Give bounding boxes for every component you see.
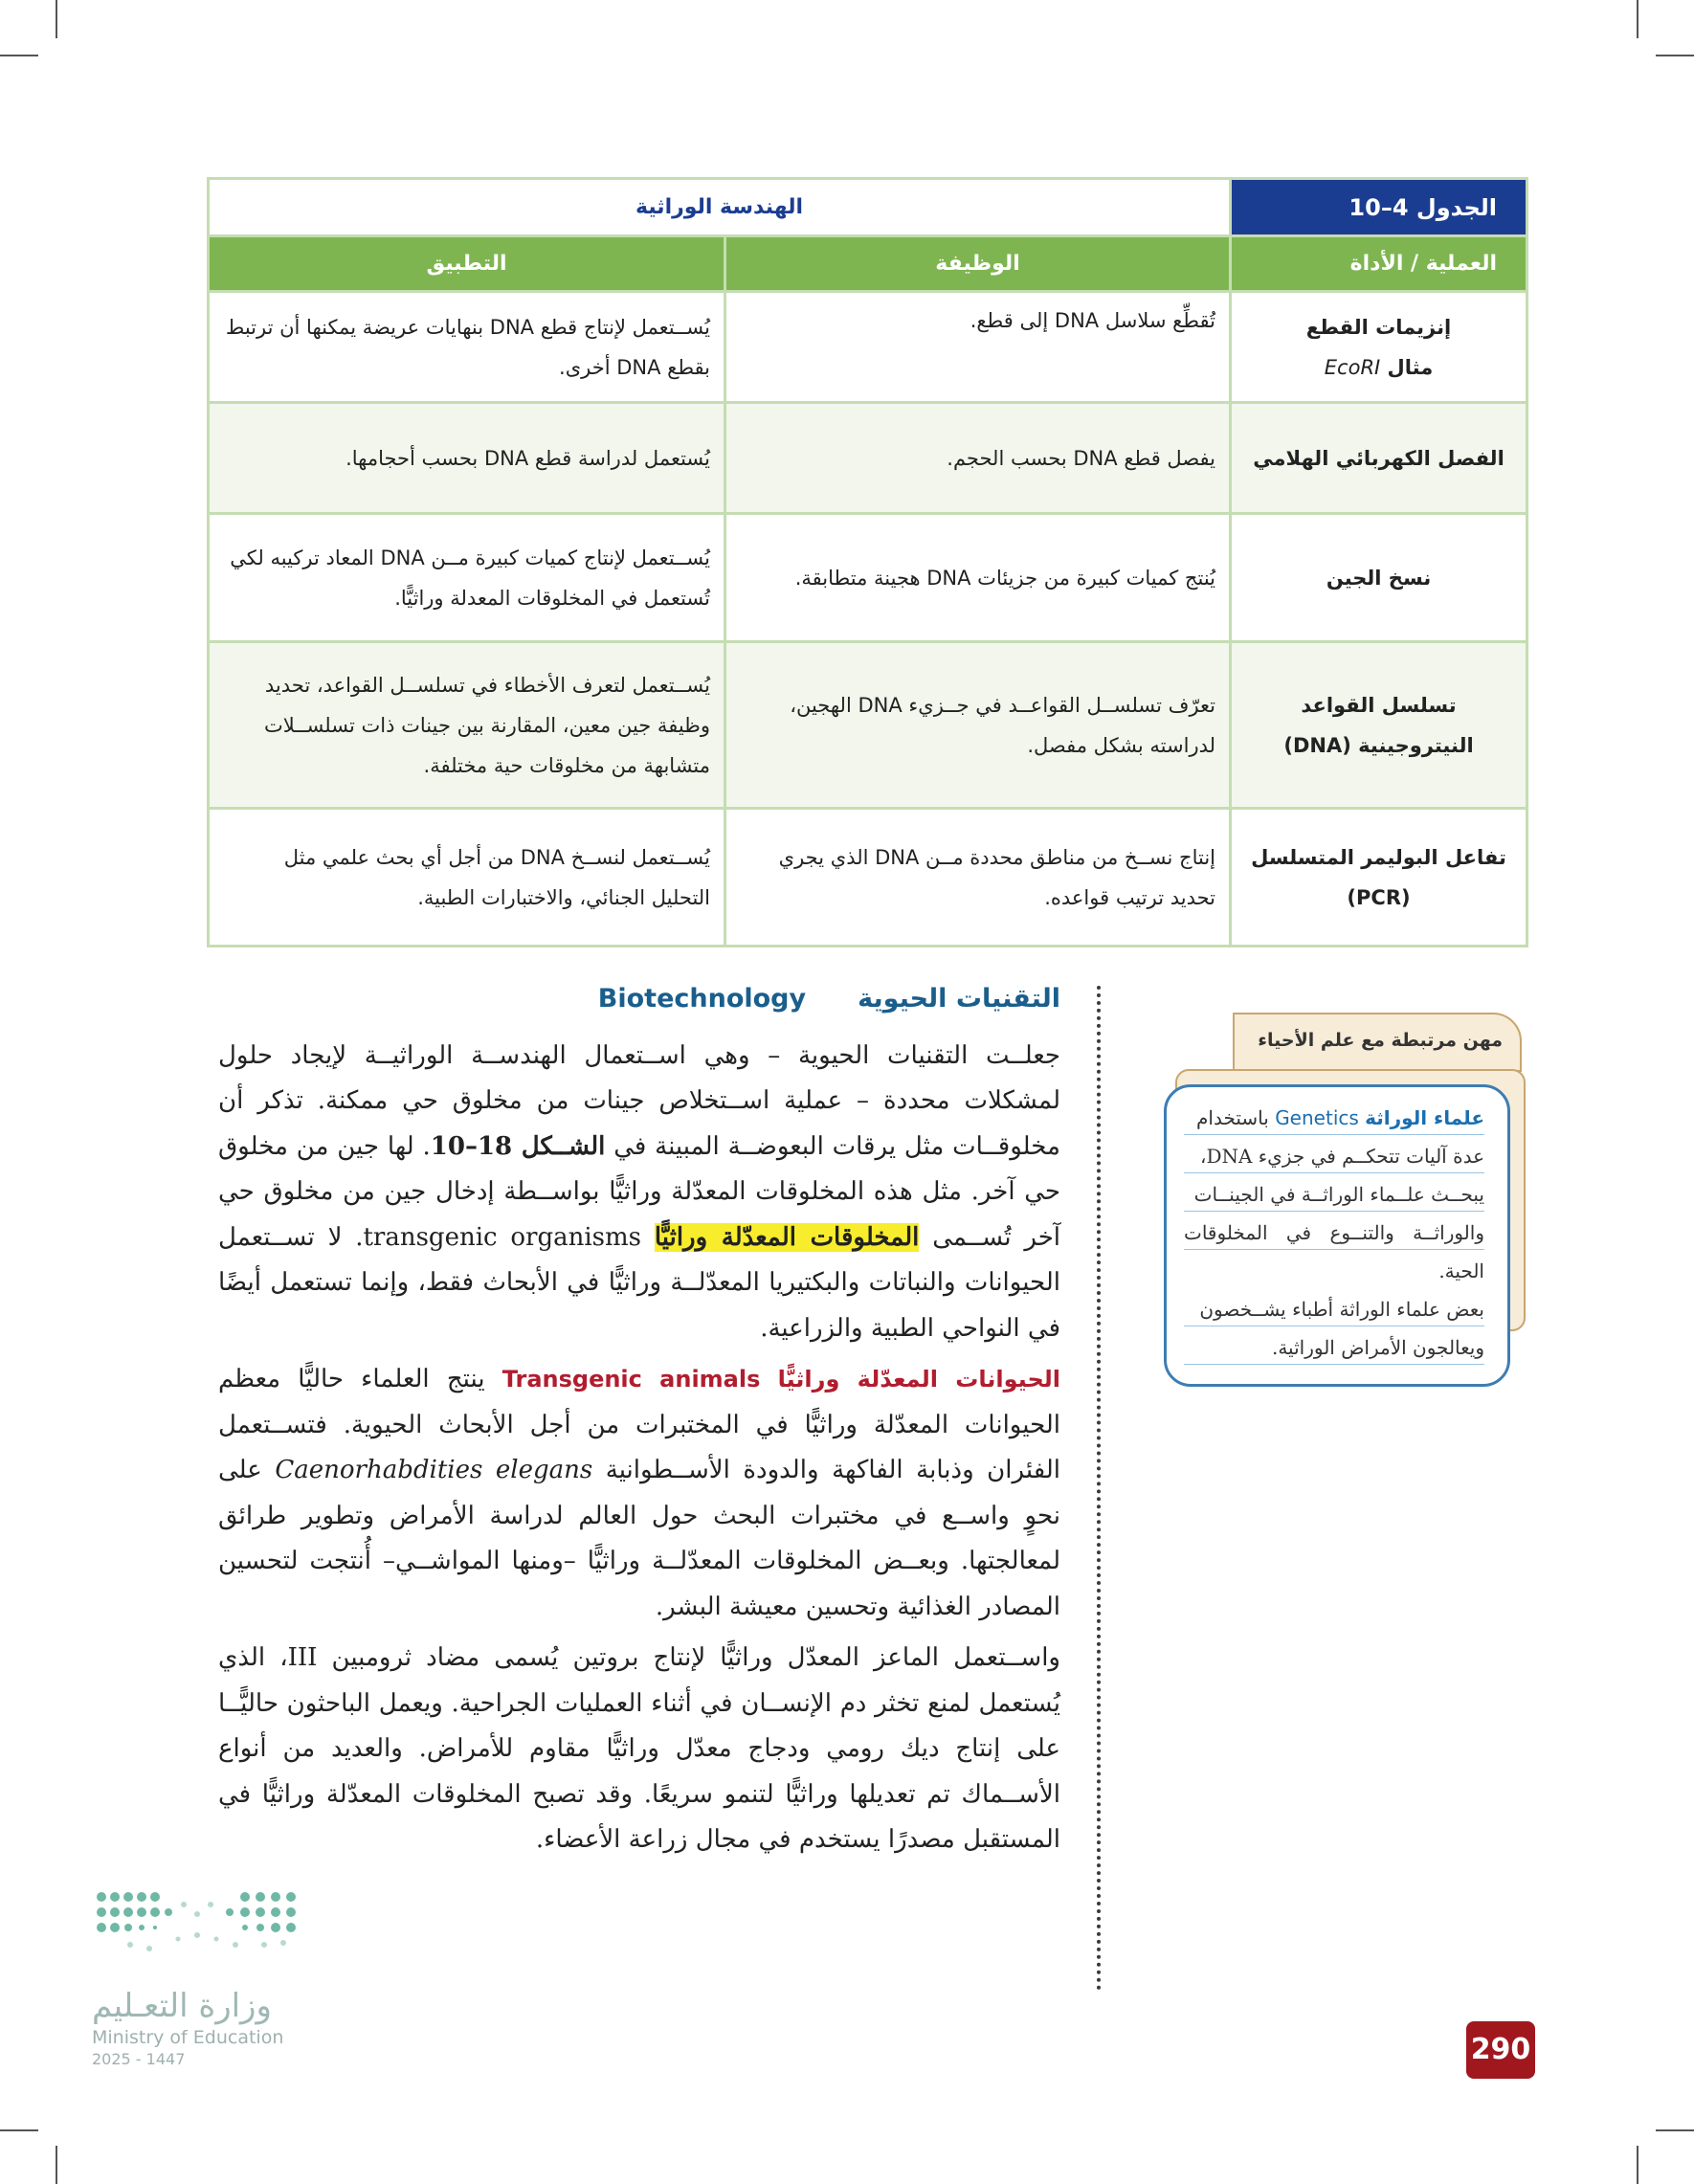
crop-mark — [1656, 2129, 1694, 2131]
table-title: الهندسة الوراثية — [209, 179, 1231, 236]
figure-reference: الشــكل 18–10 — [430, 1131, 606, 1161]
function-cell: تعرّف تسلســل القواعــد في جــزيء DNA الهجين، لدراسته بشكل مفصل. — [725, 642, 1231, 809]
careers-line: يبحــث علــماء الوراثــة في الجينــات — [1184, 1175, 1484, 1214]
page-number: 290 — [1466, 2021, 1535, 2079]
application-cell: يُســتعمل لإنتاج قطع DNA بنهايات عريضة يمكنها أن ترتبط بقطع DNA أخرى. — [209, 292, 725, 403]
column-header-function: الوظيفة — [725, 236, 1231, 292]
crop-mark — [1656, 55, 1694, 56]
function-cell: إنتاج نســخ من مناطق محددة مــن DNA الذي يجري تحديد ترتيب قواعده. — [725, 809, 1231, 947]
paragraph-biotechnology: جعلــت التقنيات الحيوية – وهي اســتعمال الهندســة الوراثيــة لإيجاد حلول لمشكلات محددة – عملية اســتخلاص جينات من مخلوق حي ممكنة. تذكر أن مخلوقــات مثل يرقات البعوضــة المبينة في الشــكل 18–10. لها جين من مخلوق حي آخر. مثل هذه المخلوقات المعدّلة وراثيًّا بواســطة إدخال جين من مخلوق حي آخر تُســمى المخلوقات المعدّلة وراثيًّا transgenic organisms. لا تســتعمل الحيوانات والنباتات والبكتيريا المعدّلــة وراثيًّا في الأبحاث فقط، وإنما تستعمل أيضًا في النواحي الطبية والزراعية. — [218, 1040, 1061, 1343]
table-row — [209, 642, 1527, 809]
function-cell: يُنتج كميات كبيرة من جزيئات DNA هجينة متطابقة. — [725, 514, 1231, 642]
ministry-logo — [92, 1885, 322, 2068]
careers-line: والوراثــة والتنــوع في المخلوقات الحية. — [1184, 1214, 1484, 1290]
crop-mark — [1637, 0, 1638, 38]
ministry-name-ar: وزارة التعـليم — [92, 1987, 272, 2025]
section-title-ar: التقنيات الحيوية — [858, 984, 1060, 1014]
crop-mark — [56, 2146, 57, 2184]
paragraph-goat: واســتعمل الماعز المعدّل وراثيًّا لإنتاج بروتين يُسمى مضاد ثرومبين III، الذي يُستعمل لمنع تخثر دم الإنســان في أثناء العمليات الجراحية. ويعمل الباحثون حاليًّــا على إنتاج ديك رومي ودجاج معدّل وراثيًّا مقاوم للأمراض. والعديد من أنواع الأســماك تم تعديلها وراثيًّا لتنمو سريعًا. وقد تصبح المخلوقات المعدّلة وراثيًّا في المستقبل مصدرًا يستخدم في مجال زراعة الأعضاء. — [218, 1643, 1060, 1854]
crop-mark — [0, 55, 38, 56]
table-row — [209, 514, 1527, 642]
table-row — [209, 292, 1527, 403]
process-cell — [1231, 292, 1527, 403]
ministry-name-en: Ministry of Education — [92, 2027, 284, 2048]
process-name: إنزيمات القطع — [1305, 315, 1452, 339]
section-title — [218, 976, 1060, 1022]
highlighted-term: المخلوقات المعدّلة وراثيًّا — [654, 1222, 920, 1252]
table-row — [209, 809, 1527, 947]
process-cell: نسخ الجين — [1231, 514, 1527, 642]
subheading-en: Transgenic animals — [502, 1366, 761, 1393]
section-title-en: Biotechnology — [597, 984, 807, 1014]
careers-card — [1164, 1084, 1510, 1387]
process-cell: تفاعل البوليمر المتسلسل (PCR) — [1231, 809, 1527, 947]
careers-line: ويعالجون الأمراض الوراثية. — [1184, 1328, 1484, 1367]
genetic-engineering-table — [207, 177, 1528, 947]
subheading-ar: الحيوانات المعدّلة وراثيًّا — [777, 1366, 1060, 1393]
edition-year: 2025 - 1447 — [92, 2050, 186, 2068]
crop-mark — [0, 2129, 38, 2131]
application-cell: يُســتعمل لتعرف الأخطاء في تسلســل القواعد، تحديد وظيفة جين معين، المقارنة بين جينات ذات تسلســلات متشابهة من مخلوقات حية مختلفة. — [209, 642, 725, 809]
process-cell: تسلسل القواعد النيتروجينية (DNA) — [1231, 642, 1527, 809]
process-cell: الفصل الكهربائي الهلامي — [1231, 403, 1527, 514]
careers-tab-label: مهن مرتبطة مع علم الأحياء — [1258, 1030, 1503, 1051]
application-cell: يُســتعمل لنســخ DNA من أجل أي بحث علمي مثل التحليل الجنائي، والاختبارات الطبية. — [209, 809, 725, 947]
process-example: مثال EcoRI — [1324, 355, 1434, 379]
function-cell: تُقطِّع سلاسل DNA إلى قطع. — [725, 292, 1231, 403]
main-text — [218, 976, 1060, 1869]
column-header-application: التطبيق — [209, 236, 725, 292]
careers-line: عدة آليات تتحكــم في جزيء DNA، — [1184, 1137, 1484, 1175]
application-cell: يُســتعمل لإنتاج كميات كبيرة مــن DNA المعاد تركيبه لكي تُستعمل في المخلوقات المعدلة وراثيًّا. — [209, 514, 725, 642]
table-row — [209, 403, 1527, 514]
column-header-process: العملية / الأداة — [1231, 236, 1527, 292]
logo-dots-icon — [92, 1885, 307, 1981]
application-cell: يُستعمل لدراسة قطع DNA بحسب أحجامها. — [209, 403, 725, 514]
careers-title-en: Genetics — [1275, 1106, 1359, 1129]
careers-line: علماء الوراثة Genetics باستخدام — [1184, 1099, 1484, 1137]
species-name: Caenorhabdities elegans — [275, 1456, 593, 1484]
dotted-divider — [1097, 986, 1101, 1991]
crop-mark — [1637, 2146, 1638, 2184]
paragraph-transgenic-animals: الحيوانات المعدّلة وراثيًّا Transgenic animals ينتج العلماء حاليًّا معظم الحيوانات المعدّلة وراثيًّا في المختبرات من أجل الأبحاث الحيوية. فتســتعمل الفئران وذبابة الفاكهة والدودة الأســطوانية Caenorhabdities elegans على نحوٍ واســع في مختبرات البحث حول العالم لدراسة الأمراض وتطوير طرائق لمعالجتها. وبعــض المخلوقات المعدّلــة وراثيًّا –ومنها المواشــي– أُنتجت لتحسين المصادر الغذائية وتحسين معيشة البشر. — [218, 1365, 1061, 1621]
careers-line: بعض علماء الوراثة أطباء يشــخصون — [1184, 1290, 1484, 1328]
function-cell: يفصل قطع DNA بحسب الحجم. — [725, 403, 1231, 514]
careers-title: علماء الوراثة — [1365, 1106, 1484, 1129]
careers-tab — [1233, 1013, 1522, 1072]
crop-mark — [56, 0, 57, 38]
table-label: الجدول 4–10 — [1231, 179, 1527, 236]
